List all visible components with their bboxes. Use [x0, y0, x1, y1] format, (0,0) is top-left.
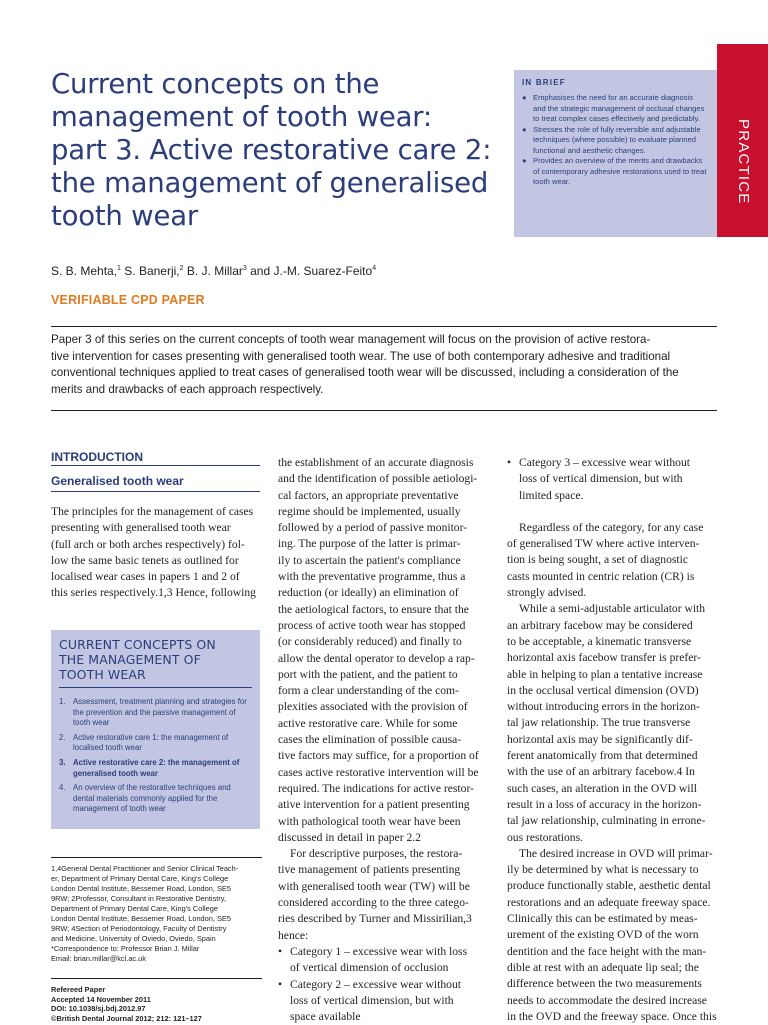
category-bullet: [278, 977, 492, 1025]
text-line: discussed in detail in paper 2.2: [278, 830, 492, 846]
article-title: [51, 68, 491, 233]
column-3-text: [507, 455, 718, 1025]
affiliation-line: er, Department of Primary Dental Care, King's College: [51, 874, 262, 884]
text-line: of vertical dimension of occlusion: [290, 960, 492, 976]
affiliation-line: London Dental Institute, Bessemer Road, London, SE5: [51, 914, 262, 924]
text-line: with the preventative programme, thus a: [278, 569, 492, 585]
author-name: B. J. Millar: [184, 264, 243, 278]
column-2-text: [278, 455, 492, 1025]
abstract-line: tive intervention for cases presenting with generalised tooth wear. The use of both contemporary adhesive and traditional: [51, 349, 717, 366]
series-item-number: 1.: [59, 697, 66, 708]
text-line: with the use of an arbitrary facebow.4 In: [507, 764, 718, 780]
text-line: of generalised TW where active interven-: [507, 536, 718, 552]
text-line: Category 3 – excessive wear without: [519, 455, 718, 471]
series-item-current: [59, 758, 252, 779]
text-line: port with the patient, and the patient to: [278, 667, 492, 683]
affiliation-mark: 1: [117, 265, 121, 272]
bullet-icon: ●: [522, 93, 527, 104]
text-line: ily to ascertain the patient's compliance: [278, 553, 492, 569]
text-line: result in a loss of accuracy in the horizon-: [507, 797, 718, 813]
bullet-icon: ●: [522, 156, 527, 167]
series-list: [59, 697, 252, 815]
text-line: The principles for the management of cases: [51, 504, 262, 520]
affiliation-mark: 4: [372, 265, 376, 272]
affiliation-line: 9RW; 4Section of Periodontology, Faculty of Dentistry: [51, 924, 262, 934]
text-line: dible at rest with an adequate lip seal; the: [507, 960, 718, 976]
text-line: Regardless of the category, for any case: [507, 520, 718, 536]
author-name: and J.-M. Suarez-Feito: [247, 264, 372, 278]
abstract-line: conventional techniques applied to treat cases of generalised tooth wear will be discussed, including a consideration of the: [51, 365, 717, 382]
text-line: required. The indications for active restor-: [278, 781, 492, 797]
introduction-heading: INTRODUCTION: [51, 450, 143, 464]
text-line: space available: [290, 1009, 492, 1025]
text-line: localised wear cases in papers 1 and 2 of: [51, 569, 262, 585]
paragraph-gap: [507, 504, 718, 520]
text-line: (full arch or both arches respectively) fol-: [51, 537, 262, 553]
category-bullet: [507, 455, 718, 504]
text-line: in the occlusal vertical dimension (OVD): [507, 683, 718, 699]
text-line: this series respectively.1,3 Hence, following: [51, 585, 262, 601]
title-line: part 3. Active restorative care 2:: [51, 134, 491, 167]
refereed-label: Refereed Paper: [51, 985, 262, 995]
text-line: tive factors may suffice, for a proportion of: [278, 748, 492, 764]
text-line: ferent anatomically from that determined: [507, 748, 718, 764]
bullet-icon: •: [507, 455, 511, 471]
text-line: horizontal axis facebow transfer is prefer-: [507, 650, 718, 666]
series-box-title-line: CURRENT CONCEPTS ON: [59, 637, 252, 652]
text-line: difference between the two measurements: [507, 976, 718, 992]
text-line: (or considerably reduced) and finally to: [278, 634, 492, 650]
text-line: tal jaw relationship, culminating in errone-: [507, 813, 718, 829]
affiliation-line: and Medicine, University of Oviedo, Oviedo, Spain: [51, 934, 262, 944]
category-bullet: [278, 944, 492, 977]
text-line: tion is being sought, a set of diagnostic: [507, 552, 718, 568]
series-box: [51, 630, 260, 829]
text-line: the aetiological factors, to ensure that the: [278, 602, 492, 618]
text-line: in the OVD and the freeway space. Once this: [507, 1009, 718, 1025]
cpd-label: VERIFIABLE CPD PAPER: [51, 293, 205, 307]
affiliation-rule: [51, 857, 262, 858]
text-line: For descriptive purposes, the restora-: [278, 846, 492, 862]
affiliation-line: Department of Primary Dental Care, King's College: [51, 904, 262, 914]
title-line: Current concepts on the: [51, 68, 491, 101]
text-line: casts mounted in centric relation (CR) is: [507, 569, 718, 585]
affiliation-line: 1,4General Dental Practitioner and Senior Clinical Teach-: [51, 864, 262, 874]
text-line: allow the dental operator to develop a rap-: [278, 651, 492, 667]
text-line: The desired increase in OVD will primar-: [507, 846, 718, 862]
bullet-icon: ●: [522, 125, 527, 136]
text-line: Category 2 – excessive wear without: [290, 977, 492, 993]
text-line: tal jaw relationship. The true transverse: [507, 715, 718, 731]
citation: ©British Dental Journal 2012; 212: 121–127: [51, 1014, 262, 1024]
text-line: ing. The purpose of the latter is primar-: [278, 536, 492, 552]
text-line: urement of the existing OVD of the worn: [507, 927, 718, 943]
section-tab-label: PRACTICE: [735, 119, 752, 204]
correspondence-email: Email: brian.millar@kcl.ac.uk: [51, 954, 262, 964]
text-line: such cases, an alteration in the OVD will: [507, 781, 718, 797]
series-item-text: Active restorative care 1: the management of localised tooth wear: [73, 733, 228, 753]
series-item: [59, 733, 252, 754]
affiliation-line: London Dental Institute, Bessemer Road, London, SE5: [51, 884, 262, 894]
text-line: with pathological tooth wear have been: [278, 814, 492, 830]
text-line: limited space.: [519, 488, 718, 504]
series-item-number: 3.: [59, 758, 66, 769]
text-line: form a clear understanding of the com-: [278, 683, 492, 699]
heading-rule: [51, 491, 260, 492]
in-brief-text: Emphasises the need for an accurate diagnosis and the strategic management of occlusal changes to treat complex cases effectively and predictably.: [533, 93, 704, 123]
series-item: [59, 783, 252, 815]
text-line: Clinically this can be estimated by meas-: [507, 911, 718, 927]
series-box-title: [59, 637, 252, 682]
text-line: ative intervention for a patient presenting: [278, 797, 492, 813]
section-tab: [717, 44, 768, 237]
text-line: dentition and the face height with the man-: [507, 944, 718, 960]
series-box-title-line: THE MANAGEMENT OF: [59, 652, 252, 667]
bullet-icon: •: [278, 977, 282, 993]
affiliation-mark: 2: [180, 265, 184, 272]
author-name: S. B. Mehta,: [51, 264, 117, 278]
series-box-title-line: TOOTH WEAR: [59, 667, 252, 682]
text-line: considered according to the three catego-: [278, 895, 492, 911]
accepted-date: Accepted 14 November 2011: [51, 995, 262, 1005]
title-line: management of tooth wear:: [51, 101, 491, 134]
text-line: reduction (or ideally) an elimination of: [278, 585, 492, 601]
text-line: active restorative care. While for some: [278, 716, 492, 732]
text-line: restorations and an adequate freeway space.: [507, 895, 718, 911]
text-line: ries described by Turner and Missirilian,3: [278, 911, 492, 927]
text-line: able in helping to plan a tentative increase: [507, 667, 718, 683]
text-line: While a semi-adjustable articulator with: [507, 601, 718, 617]
heading-rule: [51, 465, 260, 466]
column-1-text: [51, 504, 262, 602]
subsection-heading: Generalised tooth wear: [51, 474, 184, 488]
text-line: to be acceptable, a kinematic transverse: [507, 634, 718, 650]
publication-info: [51, 985, 262, 1023]
text-line: cases active restorative intervention will be: [278, 765, 492, 781]
in-brief-item: [522, 156, 707, 188]
text-line: process of active tooth wear has stopped: [278, 618, 492, 634]
text-line: ily be determined by what is necessary to: [507, 862, 718, 878]
text-line: with generalised tooth wear (TW) will be: [278, 879, 492, 895]
in-brief-text: Provides an overview of the merits and drawbacks of contemporary adhesive restorations used to treat tooth wear.: [533, 156, 707, 186]
abstract-line: Paper 3 of this series on the current concepts of tooth wear management will focus on the provision of active restora-: [51, 332, 717, 349]
text-line: low the same basic tenets as outlined for: [51, 553, 262, 569]
affiliation-line: *Correspondence to: Professor Brian J. Millar: [51, 944, 262, 954]
text-line: loss of vertical dimension, but with: [290, 993, 492, 1009]
in-brief-item: [522, 125, 707, 157]
text-line: strongly advised.: [507, 585, 718, 601]
text-line: cases the elimination of possible causa-: [278, 732, 492, 748]
in-brief-text: Stresses the role of fully reversible and adjustable techniques (where possible) to evaluate planned functional and aesthetic changes.: [533, 125, 701, 155]
text-line: needs to accommodate the desired increase: [507, 993, 718, 1009]
text-line: regime should be implemented, usually: [278, 504, 492, 520]
abstract-bottom-rule: [51, 410, 717, 411]
text-line: followed by a period of passive monitor-: [278, 520, 492, 536]
abstract: [51, 332, 717, 398]
series-item-text: Active restorative care 2: the management of generalised tooth wear: [73, 758, 239, 778]
text-line: horizontal axis may be significantly dif-: [507, 732, 718, 748]
text-line: presenting with generalised tooth wear: [51, 520, 262, 536]
text-line: the establishment of an accurate diagnosis: [278, 455, 492, 471]
in-brief-heading: IN BRIEF: [522, 78, 707, 87]
text-line: without introducing errors in the horizon-: [507, 699, 718, 715]
series-item-text: Assessment, treatment planning and strategies for the prevention and the passive management of tooth wear: [73, 697, 247, 727]
in-brief-list: [522, 93, 707, 188]
in-brief-item: [522, 93, 707, 125]
series-item-number: 4.: [59, 783, 66, 794]
text-line: loss of vertical dimension, but with: [519, 471, 718, 487]
in-brief-box: [514, 70, 717, 237]
text-line: and the identification of possible aetiologi-: [278, 471, 492, 487]
text-line: ous restorations.: [507, 830, 718, 846]
text-line: plexities associated with the provision of: [278, 699, 492, 715]
series-box-rule: [59, 687, 252, 688]
affiliations: [51, 864, 262, 964]
title-line: the management of generalised: [51, 167, 491, 200]
affiliation-mark: 3: [243, 265, 247, 272]
text-line: produce functionally stable, aesthetic dental: [507, 878, 718, 894]
bullet-icon: •: [278, 944, 282, 960]
abstract-line: merits and drawbacks of each approach respectively.: [51, 382, 717, 399]
text-line: Category 1 – excessive wear with loss: [290, 944, 492, 960]
doi: DOI: 10.1038/sj.bdj.2012.97: [51, 1004, 262, 1014]
series-item-text: An overview of the restorative techniques and dental materials commonly applied for the management of tooth wear: [73, 783, 231, 813]
text-line: cal factors, an appropriate preventative: [278, 488, 492, 504]
text-line: an arbitrary facebow may be considered: [507, 618, 718, 634]
title-line: tooth wear: [51, 200, 491, 233]
series-item-number: 2.: [59, 733, 66, 744]
author-list: [51, 264, 376, 278]
text-line: hence:: [278, 928, 492, 944]
affiliation-line: 9RW; 2Professor, Consultant in Restorative Dentistry,: [51, 894, 262, 904]
author-name: S. Banerji,: [121, 264, 180, 278]
abstract-top-rule: [51, 326, 717, 327]
text-line: tive management of patients presenting: [278, 862, 492, 878]
series-item: [59, 697, 252, 729]
reference-rule: [51, 978, 262, 979]
